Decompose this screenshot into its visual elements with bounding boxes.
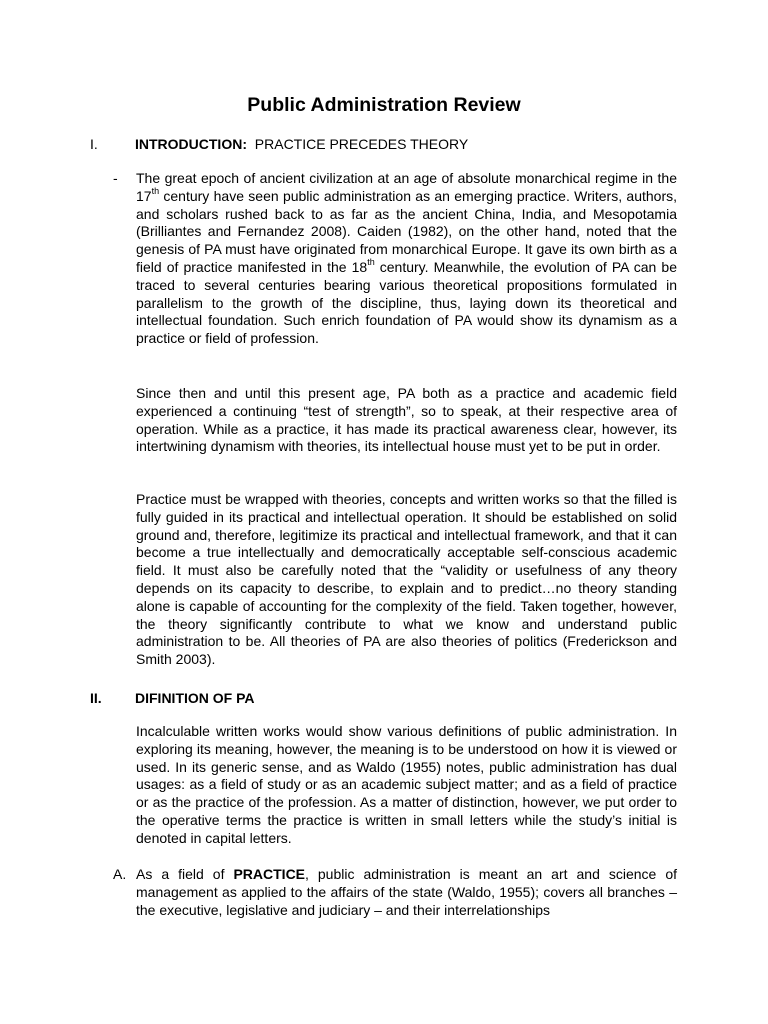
intro-paragraph-2: Since then and until this present age, PA both as a practice and academic field experienced a continuing “test of strength”, so to speak, at their respective area of operation. While as a practice, it has made its practical awareness clear, however, its intertwining dynamism with theories, its intellectual house must yet to be put in order. — [136, 385, 677, 455]
section-label: INTRODUCTION: — [135, 136, 247, 152]
item-a-prefix: As a field of — [136, 866, 234, 882]
section-label: DIFINITION OF PA — [135, 690, 255, 706]
intro-paragraph-1 — [136, 170, 677, 348]
ordinal-suffix: th — [151, 186, 160, 197]
section-subtitle: PRACTICE PRECEDES THEORY — [254, 136, 469, 152]
definition-item-a — [136, 866, 677, 919]
definition-paragraph-1: Incalculable written works would show various definitions of public administration. In exploring its meaning, however, the meaning is to be understood on how it is viewed or used. In its generic sense, and as Waldo (1955) notes, public administration has dual usages: as a field of study or as an academic subject matter; and as a field of practice or as the practice of the profession. As a matter of distinction, however, we put order to the operative terms the practice is written in small letters while the study’s initial is denoted in capital letters. — [136, 723, 677, 846]
item-a-emphasis: PRACTICE — [233, 866, 306, 882]
section-heading-text — [135, 135, 468, 153]
intro-paragraph-1-part-b: century have seen public administration as an emerging practice. Writers, authors, and scholars rushed back to as far as the ancient China, India, and Mesopotamia (Brilliantes and Fernandez 2008). Caiden (1982), on the other hand, noted that the genesis of PA must have originated from monarchical Europe. It gave its own birth as a field of practice manifested in the 18 — [136, 187, 677, 275]
bullet-dash: - — [113, 170, 118, 186]
intro-paragraph-1-part-c: century. Meanwhile, the evolution of PA can be traced to several centuries bearing various theoretical propositions formulated in parallelism to the growth of the discipline, thus, laying down its theoretical and intellectual foundation. Such enrich foundation of PA would show its dynamism as a practice or field of profession. — [136, 258, 677, 347]
document-title: Public Administration Review — [247, 94, 521, 116]
intro-paragraph-1-part-a: The great epoch of ancient civilization at an age of absolute monarchical regime in the 17 — [136, 170, 677, 204]
list-marker-a: A. — [113, 866, 127, 882]
intro-paragraph-3: Practice must be wrapped with theories, concepts and written works so that the filled is fully guided in its practical and intellectual operation. It should be established on solid ground and, therefore, legitimize its practical and intellectual framework, and that it can become a true intellectually and democratically acceptable self-conscious academic field. It must also be carefully noted that the “validity or usefulness of any theory depends on its capacity to describe, to explain and to predict…no theory standing alone is capable of accounting for the complexity of the field. Taken together, however, the theory significantly contribute to what we know and understand public administration to be. All theories of PA are also theories of politics (Frederickson and Smith 2003). — [136, 491, 677, 668]
section-number: II. — [90, 690, 102, 706]
item-a-text: , public administration is meant an art and science of management as applied to the affairs of the state (Waldo, 1955); covers all branches – the executive, legislative and judiciary – and their interrelationships — [136, 866, 677, 918]
ordinal-suffix: th — [367, 257, 375, 268]
section-number: I. — [90, 136, 98, 152]
